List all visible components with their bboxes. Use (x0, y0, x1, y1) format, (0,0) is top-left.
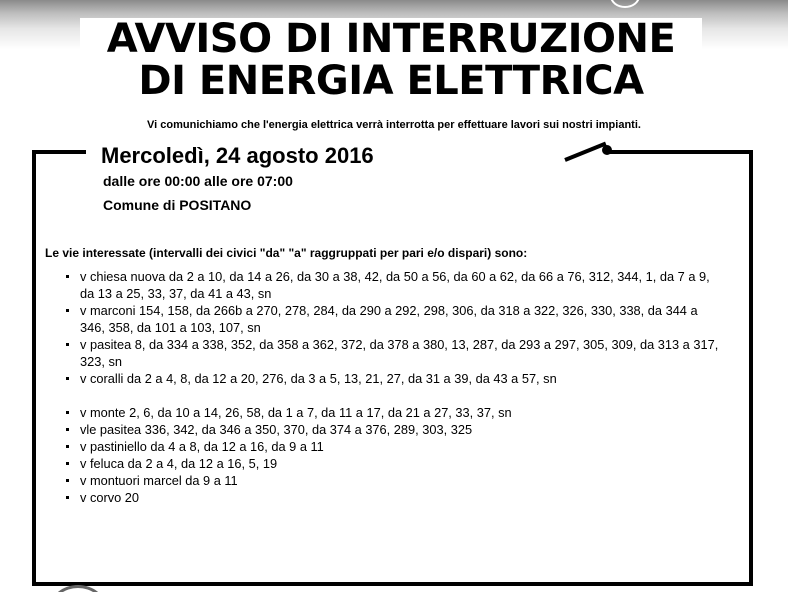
frame-top-left-segment (32, 150, 86, 154)
list-item (66, 302, 726, 336)
street-entry: v chiesa nuova da 2 a 10, da 14 a 26, da 30 a 38, 42, da 50 a 56, da 60 a 62, da 66 a 76, 312, 344, 1, da 7 a 9, da 13 a 25, 33, 37, da 41 a 43, sn (80, 269, 710, 301)
list-item (66, 370, 726, 387)
list-item (66, 404, 726, 421)
outage-comune: Comune di POSITANO (103, 197, 252, 213)
bullet-icon (66, 275, 69, 278)
bullet-icon (66, 377, 69, 380)
list-item (66, 438, 726, 455)
streets-heading: Le vie interessate (intervalli dei civici "da" "a" raggruppati per pari e/o dispari) sono: (45, 246, 528, 260)
list-item (66, 489, 726, 506)
bottom-ring-decoration (50, 585, 106, 592)
bullet-icon (66, 445, 69, 448)
bullet-icon (66, 496, 69, 499)
list-item (66, 472, 726, 489)
bullet-icon (66, 462, 69, 465)
list-item (66, 455, 726, 472)
bullet-icon (66, 309, 69, 312)
intro-text: Vi comunichiamo che l'energia elettrica verrà interrotta per effettuare lavori sui nostri impianti. (147, 119, 641, 131)
notice-title (80, 18, 702, 110)
street-entry: v marconi 154, 158, da 266b a 270, 278, 284, da 290 a 292, 298, 306, da 318 a 322, 326, 330, 338, da 344 a 346, 358, da 101 a 103, 107, sn (80, 303, 698, 335)
street-entry: v coralli da 2 a 4, 8, da 12 a 20, 276, da 3 a 5, 13, 21, 27, da 31 a 39, da 43 a 57, sn (80, 371, 557, 386)
street-entry: vle pasitea 336, 342, da 346 a 350, 370, da 374 a 376, 289, 303, 325 (80, 422, 473, 437)
street-entry: v montuori marcel da 9 a 11 (80, 473, 238, 488)
street-list (66, 268, 726, 506)
street-entry: v monte 2, 6, da 10 a 14, 26, 58, da 1 a 7, da 11 a 17, da 21 a 27, 33, 37, sn (80, 405, 512, 420)
frame-top-right-segment (606, 150, 751, 154)
title-line-2: DI ENERGIA ELETTRICA (138, 58, 644, 104)
title-line-1: AVVISO DI INTERRUZIONE (106, 16, 676, 62)
bullet-icon (66, 479, 69, 482)
bullet-icon (66, 343, 69, 346)
outage-hours: dalle ore 00:00 alle ore 07:00 (103, 173, 293, 189)
hanger-pin-icon (602, 145, 612, 155)
list-item (66, 268, 726, 302)
bullet-icon (66, 428, 69, 431)
street-entry: v pastiniello da 4 a 8, da 12 a 16, da 9 a 11 (80, 439, 324, 454)
list-item (66, 336, 726, 370)
street-entry: v pasitea 8, da 334 a 338, 352, da 358 a 362, 372, da 378 a 380, 13, 287, da 293 a 297, 305, 309, da 313 a 317, 323, sn (80, 337, 719, 369)
street-entry: v corvo 20 (80, 490, 140, 505)
outage-date: Mercoledì, 24 agosto 2016 (101, 143, 374, 168)
bullet-icon (66, 411, 69, 414)
street-entry: v feluca da 2 a 4, da 12 a 16, 5, 19 (80, 456, 278, 471)
list-item (66, 421, 726, 438)
